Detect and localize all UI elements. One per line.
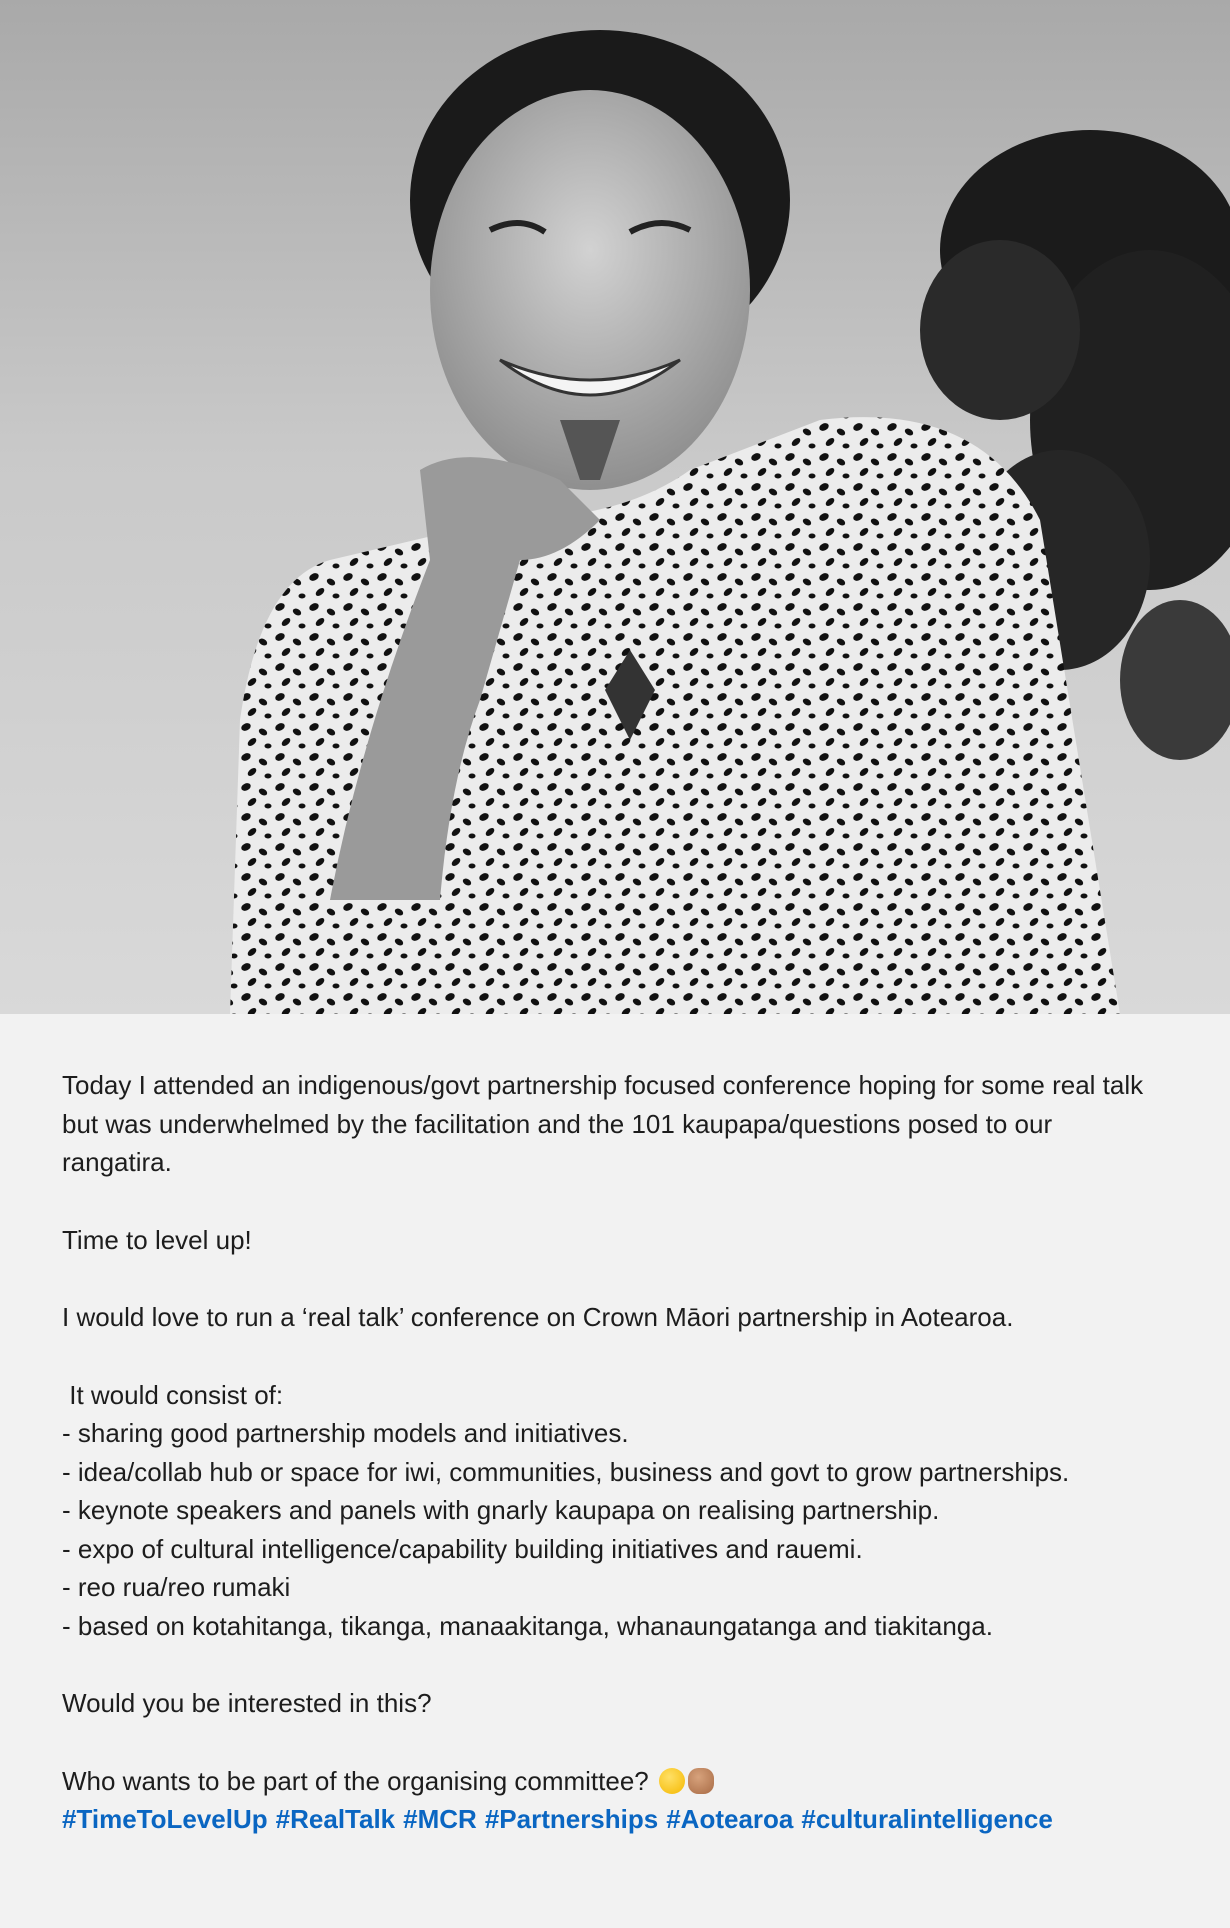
list-item: - idea/collab hub or space for iwi, communities, business and govt to grow partnerships. (62, 1456, 1070, 1487)
hashtag-link[interactable]: #Partnerships (484, 1804, 659, 1834)
list-item: - keynote speakers and panels with gnarly kaupapa on realising partnership. (62, 1495, 940, 1525)
list-intro: It would consist of: (62, 1379, 284, 1410)
hashtag-link[interactable]: #Aotearoa (666, 1804, 794, 1834)
post-body (0, 1014, 1230, 1839)
question-text: Would you be interested in this? (62, 1688, 432, 1718)
question-label: Who wants to be part of the organising committee? (62, 1765, 649, 1796)
list-item: - based on kotahitanga, tikanga, manaakitanga, whanaungatanga and tiakitanga. (62, 1610, 993, 1641)
post-paragraph: Time to level up! (62, 1224, 252, 1255)
list-item: - reo rua/reo rumaki (62, 1572, 291, 1602)
winking-face-tongue-emoji (659, 1768, 685, 1794)
hashtag-list (62, 1800, 1168, 1839)
raised-fist-emoji (688, 1768, 714, 1794)
hashtag-link[interactable]: #MCR (403, 1804, 477, 1834)
hashtag-link[interactable]: #TimeToLevelUp (62, 1804, 268, 1834)
hashtag-link[interactable]: #RealTalk (275, 1804, 396, 1834)
list-item: - sharing good partnership models and initiatives. (62, 1418, 629, 1448)
question-text (62, 1762, 1168, 1801)
post-paragraph: I would love to run a ‘real talk’ conference on Crown Māori partnership in Aotearoa. (62, 1302, 1014, 1332)
post-paragraph: Today I attended an indigenous/govt partnership focused conference hoping for some real talk but was underwhelmed by the facilitation and the 101 kaupapa/questions posed to our rangatira. (62, 1070, 1144, 1177)
hashtag-link[interactable]: #culturalintelligence (801, 1804, 1053, 1834)
list-item: - expo of cultural intelligence/capability building initiatives and rauemi. (62, 1533, 863, 1564)
